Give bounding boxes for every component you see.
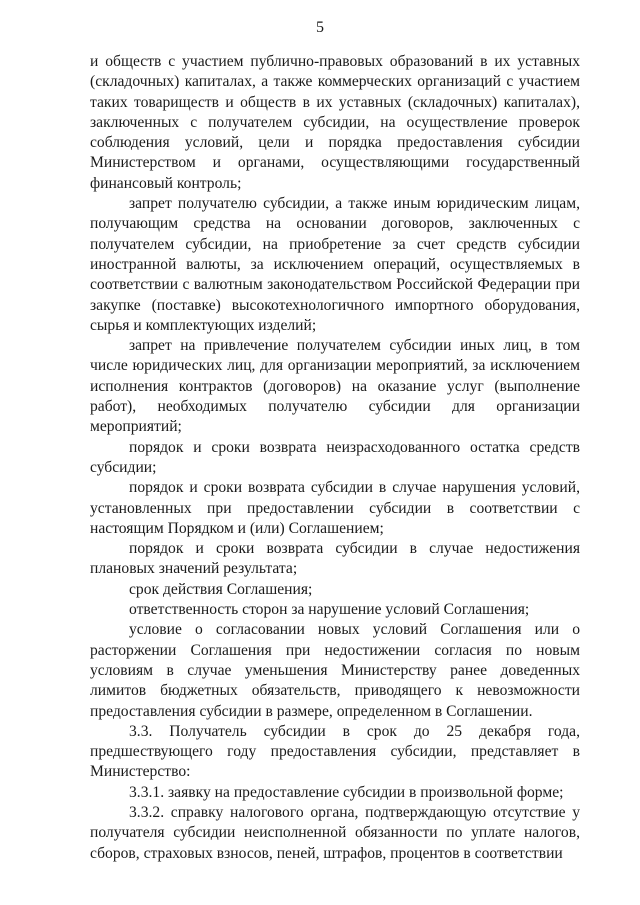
page-number: 5 [316, 19, 324, 36]
paragraph-4: порядок и сроки возврата неизрасходованного остатка средств субсидии; [90, 438, 580, 476]
document-body [90, 52, 580, 864]
paragraph-12: 3.3.2. справку налогового органа, подтверждающую отсутствие у получателя субсидии неисполненной обязанности по уплате налогов, сборов, страховых взносов, пеней, штрафов, процентов в соответствии [90, 803, 580, 862]
paragraph-6: порядок и сроки возврата субсидии в случае недостижения плановых значений результата; [90, 540, 580, 578]
paragraph-9: условие о согласовании новых условий Соглашения или о расторжении Соглашения при недостижении согласия по новым условиям в случае уменьшения Министерству ранее доведенных лимитов бюджетных обязательств, приводящего к невозможности предоставления субсидии в размере, определенном в Соглашении. [90, 621, 580, 720]
paragraph-8: ответственность сторон за нарушение условий Соглашения; [129, 601, 530, 619]
paragraph-3: запрет на привлечение получателем субсидии иных лиц, в том числе юридических лиц, для организации мероприятий, за исключением исполнения контрактов (договоров) на оказание услуг (выполнение работ), необходимых получателю субсидии для организации мероприятий; [90, 337, 580, 436]
paragraph-7: срок действия Соглашения; [129, 580, 313, 598]
paragraph-10: 3.3. Получатель субсидии в срок до 25 декабря года, предшествующего году предоставления субсидии, представляет в Министерство: [90, 722, 580, 781]
paragraph-5: порядок и сроки возврата субсидии в случае нарушения условий, установленных при предоставлении субсидии в соответствии с настоящим Порядком и (или) Соглашением; [90, 479, 580, 537]
paragraph-11: 3.3.1. заявку на предоставление субсидии в произвольной форме; [129, 783, 564, 801]
paragraph-2: запрет получателю субсидии, а также иным юридическим лицам, получающим средства на основании договоров, заключенных с получателем субсидии, на приобретение за счет средств субсидии иностранной валюты, за исключением операций, осуществляемых в соответствии с валютным законодательством Российской Федерации при закупке (поставке) высокотехнологичного импортного оборудования, сырья и комплектующих изделий; [90, 195, 580, 334]
paragraph-1: и обществ с участием публично-правовых образований в их уставных (складочных) капиталах, а также коммерческих организаций с участием таких товариществ и обществ в их уставных (складочных) капиталах), заключенных с получателем субсидии, на осуществление проверок соблюдения условий, цели и порядка предоставления субсидии Министерством и органами, осуществляющими государственный финансовый контроль; [90, 53, 580, 192]
